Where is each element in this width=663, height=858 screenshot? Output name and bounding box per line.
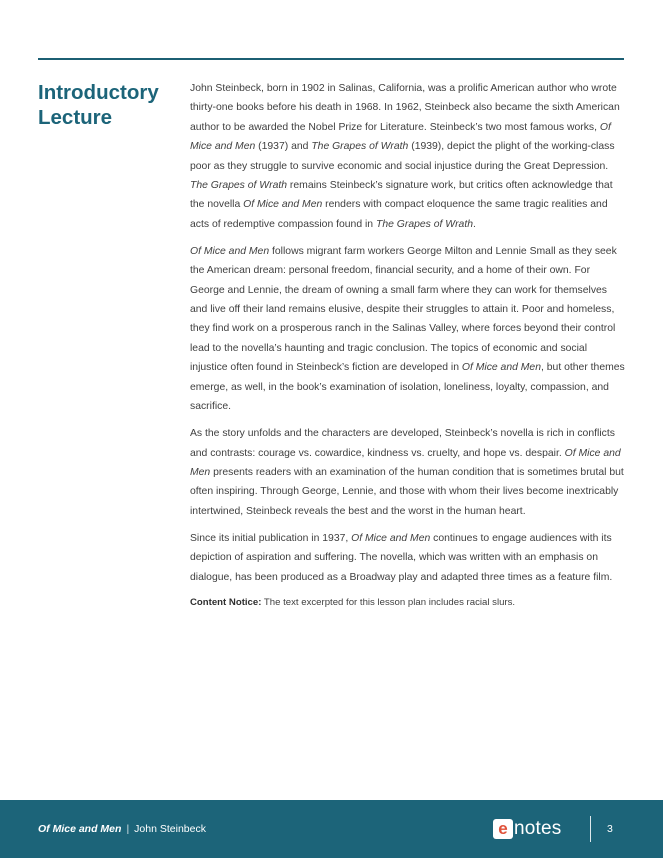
italic-title: Of Mice and Men [461,362,541,374]
body-paragraph [190,424,627,521]
page-number: 3 [607,823,613,835]
footer-book-title: Of Mice and Men [38,823,122,835]
text-run: follows migrant farm workers George Milton and Lennie Small as they seek the American dream: personal freedom, financial security, and a home of their own. For George and Lennie, the dream of owning a small farm where they can work for themselves and live off their land remains elusive, despite their struggles to attain it. Poor and homeless, they find work on a prosperous ranch in the Salinas Valley, where forces beyond their control lead to the novella’s haunting and tragic conclusion. The topics of economic and social injustice often found in Steinbeck’s fiction are developed in [190,245,617,374]
body-paragraph [190,79,627,234]
text-run: (1937) and [255,141,312,153]
text-run: renders with compact eloquence the same tragic realities and acts of redemptive compassion found in [190,199,608,230]
italic-title: The Grapes of Wrath [311,141,409,153]
body-paragraph [190,242,627,417]
content-notice [190,595,627,610]
italic-title: Of Mice and Men [190,447,621,478]
enotes-logo [493,818,561,840]
italic-title: Of Mice and Men [351,532,431,544]
text-run: , but other themes emerge, as well, in the book’s examination of isolation, loneliness, loyalty, compassion, and sacrifice. [190,362,625,413]
page-footer [0,800,663,858]
logo-e-badge: e [493,819,513,839]
italic-title: The Grapes of Wrath [375,218,474,230]
section-heading: Introductory Lecture [38,81,159,129]
text-run: . [473,218,476,230]
footer-separator: | [126,823,130,835]
italic-title: Of Mice and Men [243,199,323,211]
text-run: Since its initial publication in 1937, [190,532,352,544]
header-rule [38,58,624,60]
footer-author: John Steinbeck [134,823,206,835]
text-run: As the story unfolds and the characters are developed, Steinbeck’s novella is rich in conflicts and contrasts: courage vs. cowardice, kindness vs. cruelty, and hope vs. despair. [190,428,615,459]
content-notice-label: Content Notice: [190,596,262,608]
content-notice-text: The text excerpted for this lesson plan includes racial slurs. [261,596,516,608]
text-run: (1939), depict the plight of the working-class poor as they struggle to survive economic and social injustice during the Great Depression. [190,141,615,172]
text-run: presents readers with an examination of the human condition that is sometimes brutal but often inspiring. Through George, Lennie, and those with whom their lives become inextricably intertwined, Steinbeck reveals the best and the worst in the human heart. [190,466,624,517]
italic-title: Of Mice and Men [190,245,270,257]
footer-divider [590,816,591,842]
lecture-body [190,79,627,617]
logo-wordmark: notes [514,818,562,839]
footer-title [38,822,206,836]
text-run: remains Steinbeck’s signature work, but critics often acknowledge that the novella [190,180,613,211]
text-run: John Steinbeck, born in 1902 in Salinas, California, was a prolific American author who wrote thirty-one books before his death in 1968. In 1962, Steinbeck also became the sixth American author to be awarded the Nobel Prize for Literature. Steinbeck’s two most famous works, [190,83,620,133]
italic-title: The Grapes of Wrath [190,180,288,192]
italic-title: Of Mice and Men [190,121,611,153]
text-run: continues to engage audiences with its depiction of aspiration and suffering. The novella, which was written with an emphasis on dialogue, has been produced as a Broadway play and adapted three times as a feature film. [190,532,613,583]
paragraph-list [190,79,627,587]
body-paragraph [190,529,627,587]
